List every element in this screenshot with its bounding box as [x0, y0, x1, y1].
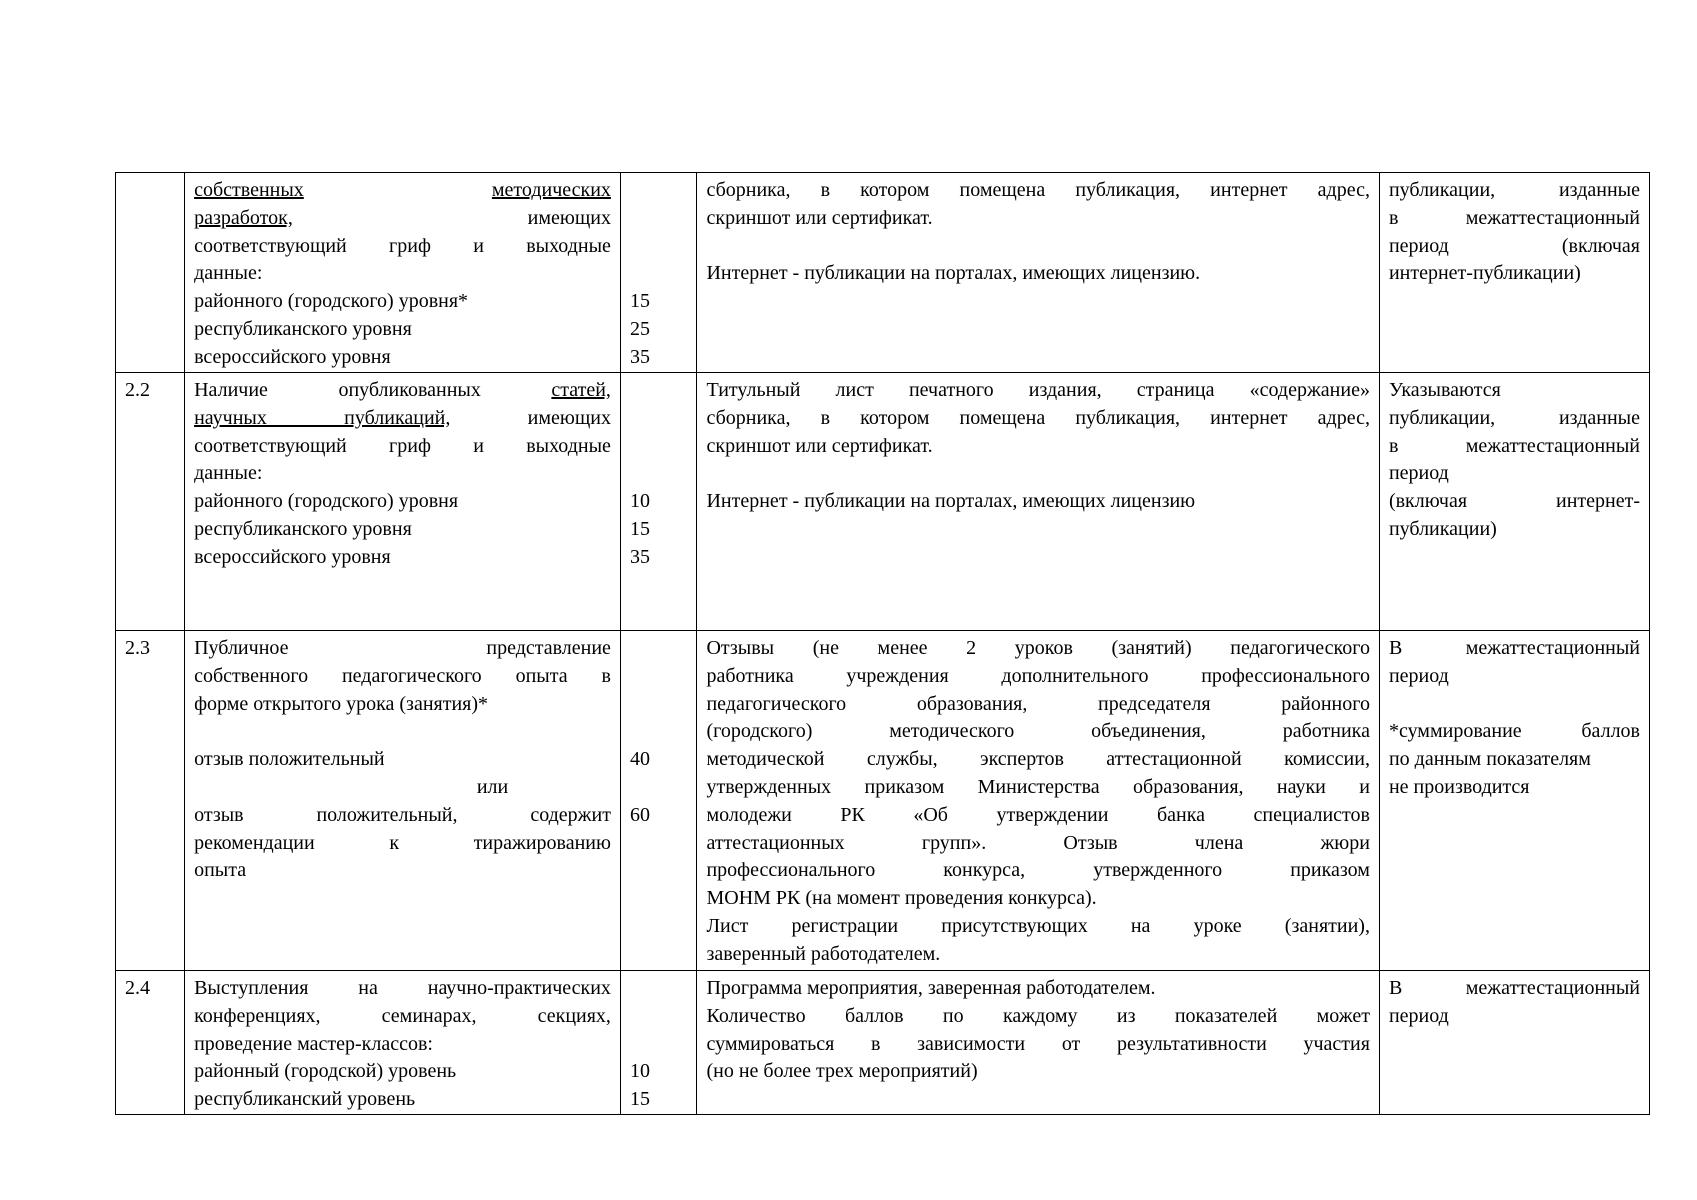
table-row [116, 373, 1650, 631]
criterion-cell: Публичное представление собственного педагогического опыта в форме открытого урока (занятия)* отзыв положительный или отзыв положительный, содержит рекомендации к тиражированию опыта [185, 631, 621, 971]
documents-cell: Титульный лист печатного издания, страница «содержание» сборника, в котором помещена публикация, интернет адрес, скриншот или сертификат. Интернет - публикации на порталах, имеющих лицензию [697, 373, 1379, 631]
table-row [116, 971, 1650, 1115]
points-cell: 10 15 [620, 971, 697, 1115]
criterion-cell: Выступления на научно-практических конференциях, семинарах, секциях, проведение мастер-классов: районный (городской) уровень республиканский уровень [185, 971, 621, 1115]
points-cell: 40 60 [620, 631, 697, 971]
documents-cell: сборника, в котором помещена публикация, интернет адрес, скриншот или сертификат. Интернет - публикации на порталах, имеющих лицензию. [697, 173, 1379, 373]
document-page [115, 172, 1650, 1115]
row-number: 2.2 [116, 373, 185, 631]
criteria-table [115, 172, 1650, 1115]
table-row [116, 631, 1650, 971]
table-row [116, 173, 1650, 373]
points-cell: 10 15 35 [620, 373, 697, 631]
criterion-cell: Наличие опубликованных статей, научных публикаций, имеющих соответствующий гриф и выходные данные: районного (городского) уровня республиканского уровня всероссийского уровня [185, 373, 621, 631]
notes-cell: Указываются публикации, изданные в межаттестационный период (включая интернет- публикации) [1379, 373, 1649, 631]
row-number: 2.4 [116, 971, 185, 1115]
documents-cell: Отзывы (не менее 2 уроков (занятий) педагогического работника учреждения дополнительного профессионального педагогического образования, председателя районного (городского) методического объединения, работника методической службы, экспертов аттестационной комиссии, утвержденных приказом Министерства образования, науки и молодежи РК «Об утверждении банка специалистов аттестационных групп». Отзыв члена жюри профессионального конкурса, утвержденного приказом МОНМ РК (на момент проведения конкурса). Лист регистрации присутствующих на уроке (занятии), заверенный работодателем. [697, 631, 1379, 971]
documents-cell: Программа мероприятия, заверенная работодателем. Количество баллов по каждому из показателей может суммироваться в зависимости от результативности участия (но не более трех мероприятий) [697, 971, 1379, 1115]
criterion-cell: собственных методических разработок, имеющих соответствующий гриф и выходные данные: районного (городского) уровня* республиканского уровня всероссийского уровня [185, 173, 621, 373]
row-number: 2.3 [116, 631, 185, 971]
points-cell: 15 25 35 [620, 173, 697, 373]
notes-cell: публикации, изданные в межаттестационный период (включая интернет-публикации) [1379, 173, 1649, 373]
notes-cell: В межаттестационный период [1379, 971, 1649, 1115]
notes-cell: В межаттестационный период *суммирование баллов по данным показателям не производится [1379, 631, 1649, 971]
row-number [116, 173, 185, 373]
